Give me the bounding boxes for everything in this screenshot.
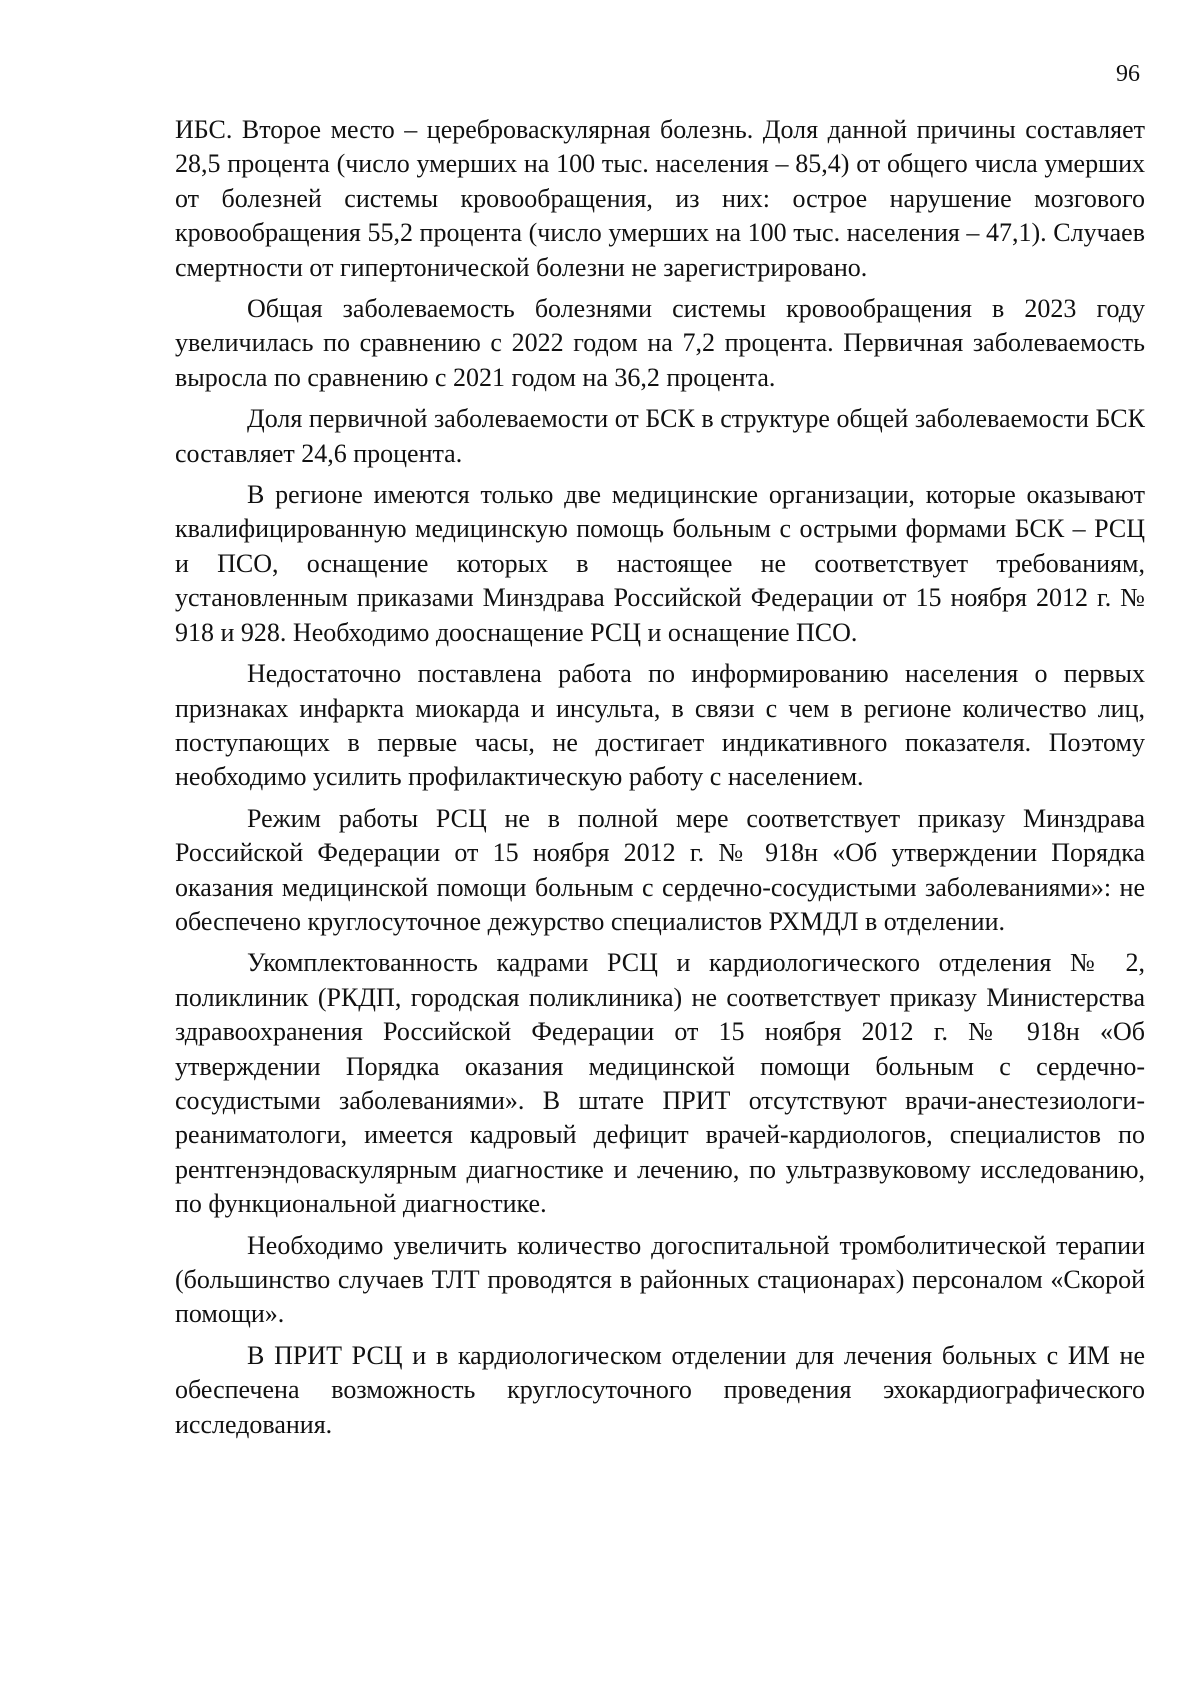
paragraph-4: В регионе имеются только две медицинские организации, которые оказывают квалифицированную медицинскую помощь больным с острыми формами БСК – РСЦ и ПСО, оснащение которых в настоящее не соответствует требованиям, установленным приказами Минздрава Российской Федерации от 15 ноября 2012 г. № 918 и 928. Необходимо дооснащение РСЦ и оснащение ПСО.	[175, 480, 1145, 647]
paragraph-1: ИБС. Второе место – цереброваскулярная болезнь. Доля данной причины составляет 28,5 процента (число умерших на 100 тыс. населения – 85,4) от общего числа умерших от болезней системы кровообращения, из них: острое нарушение мозгового кровообращения 55,2 процента (число умерших на 100 тыс. населения – 47,1). Случаев смертности от гипертонической болезни не зарегистрировано.	[175, 115, 1145, 282]
paragraph-9: В ПРИТ РСЦ и в кардиологическом отделении для лечения больных с ИМ не обеспечена возможность круглосуточного проведения эхокардиографического исследования.	[175, 1340, 1145, 1439]
paragraph-6: Режим работы РСЦ не в полной мере соответствует приказу Минздрава Российской Федерации от 15 ноября 2012 г. № 918н «Об утверждении Порядка оказания медицинской помощи больным с сердечно-сосудистыми заболеваниями»: не обеспечено круглосуточное дежурство специалистов РХМДЛ в отделении.	[175, 803, 1145, 936]
paragraph-7: Укомплектованность кадрами РСЦ и кардиологического отделения № 2, поликлиник (РКДП, городская поликлиника) не соответствует приказу Министерства здравоохранения Российской Федерации от 15 ноября 2012 г. № 918н «Об утверждении Порядка оказания медицинской помощи больным с сердечно-сосудистыми заболеваниями». В штате ПРИТ отсутствуют врачи-анестезиологи-реаниматологи, имеется кадровый дефицит врачей-кардиологов, специалистов по рентгенэндоваскулярным диагностике и лечению, по ультразвуковому исследованию, по функциональной диагностике.	[175, 948, 1145, 1219]
paragraph-8: Необходимо увеличить количество догоспитальной тромболитической терапии (большинство случаев ТЛТ проводятся в районных стационарах) персоналом «Скорой помощи».	[175, 1230, 1145, 1329]
page-number: 96	[1116, 61, 1140, 87]
paragraph-2: Общая заболеваемость болезнями системы кровообращения в 2023 году увеличилась по сравнению с 2022 годом на 7,2 процента. Первичная заболеваемость выросла по сравнению с 2021 годом на 36,2 процента.	[175, 294, 1145, 392]
paragraph-3: Доля первичной заболеваемости от БСК в структуре общей заболеваемости БСК составляет 24,6 процента.	[175, 404, 1145, 468]
paragraph-5: Недостаточно поставлена работа по информированию населения о первых признаках инфаркта миокарда и инсульта, в связи с чем в регионе количество лиц, поступающих в первые часы, не достигает индикативного показателя. Поэтому необходимо усилить профилактическую работу с населением.	[175, 659, 1145, 792]
document-body	[175, 113, 1145, 1442]
